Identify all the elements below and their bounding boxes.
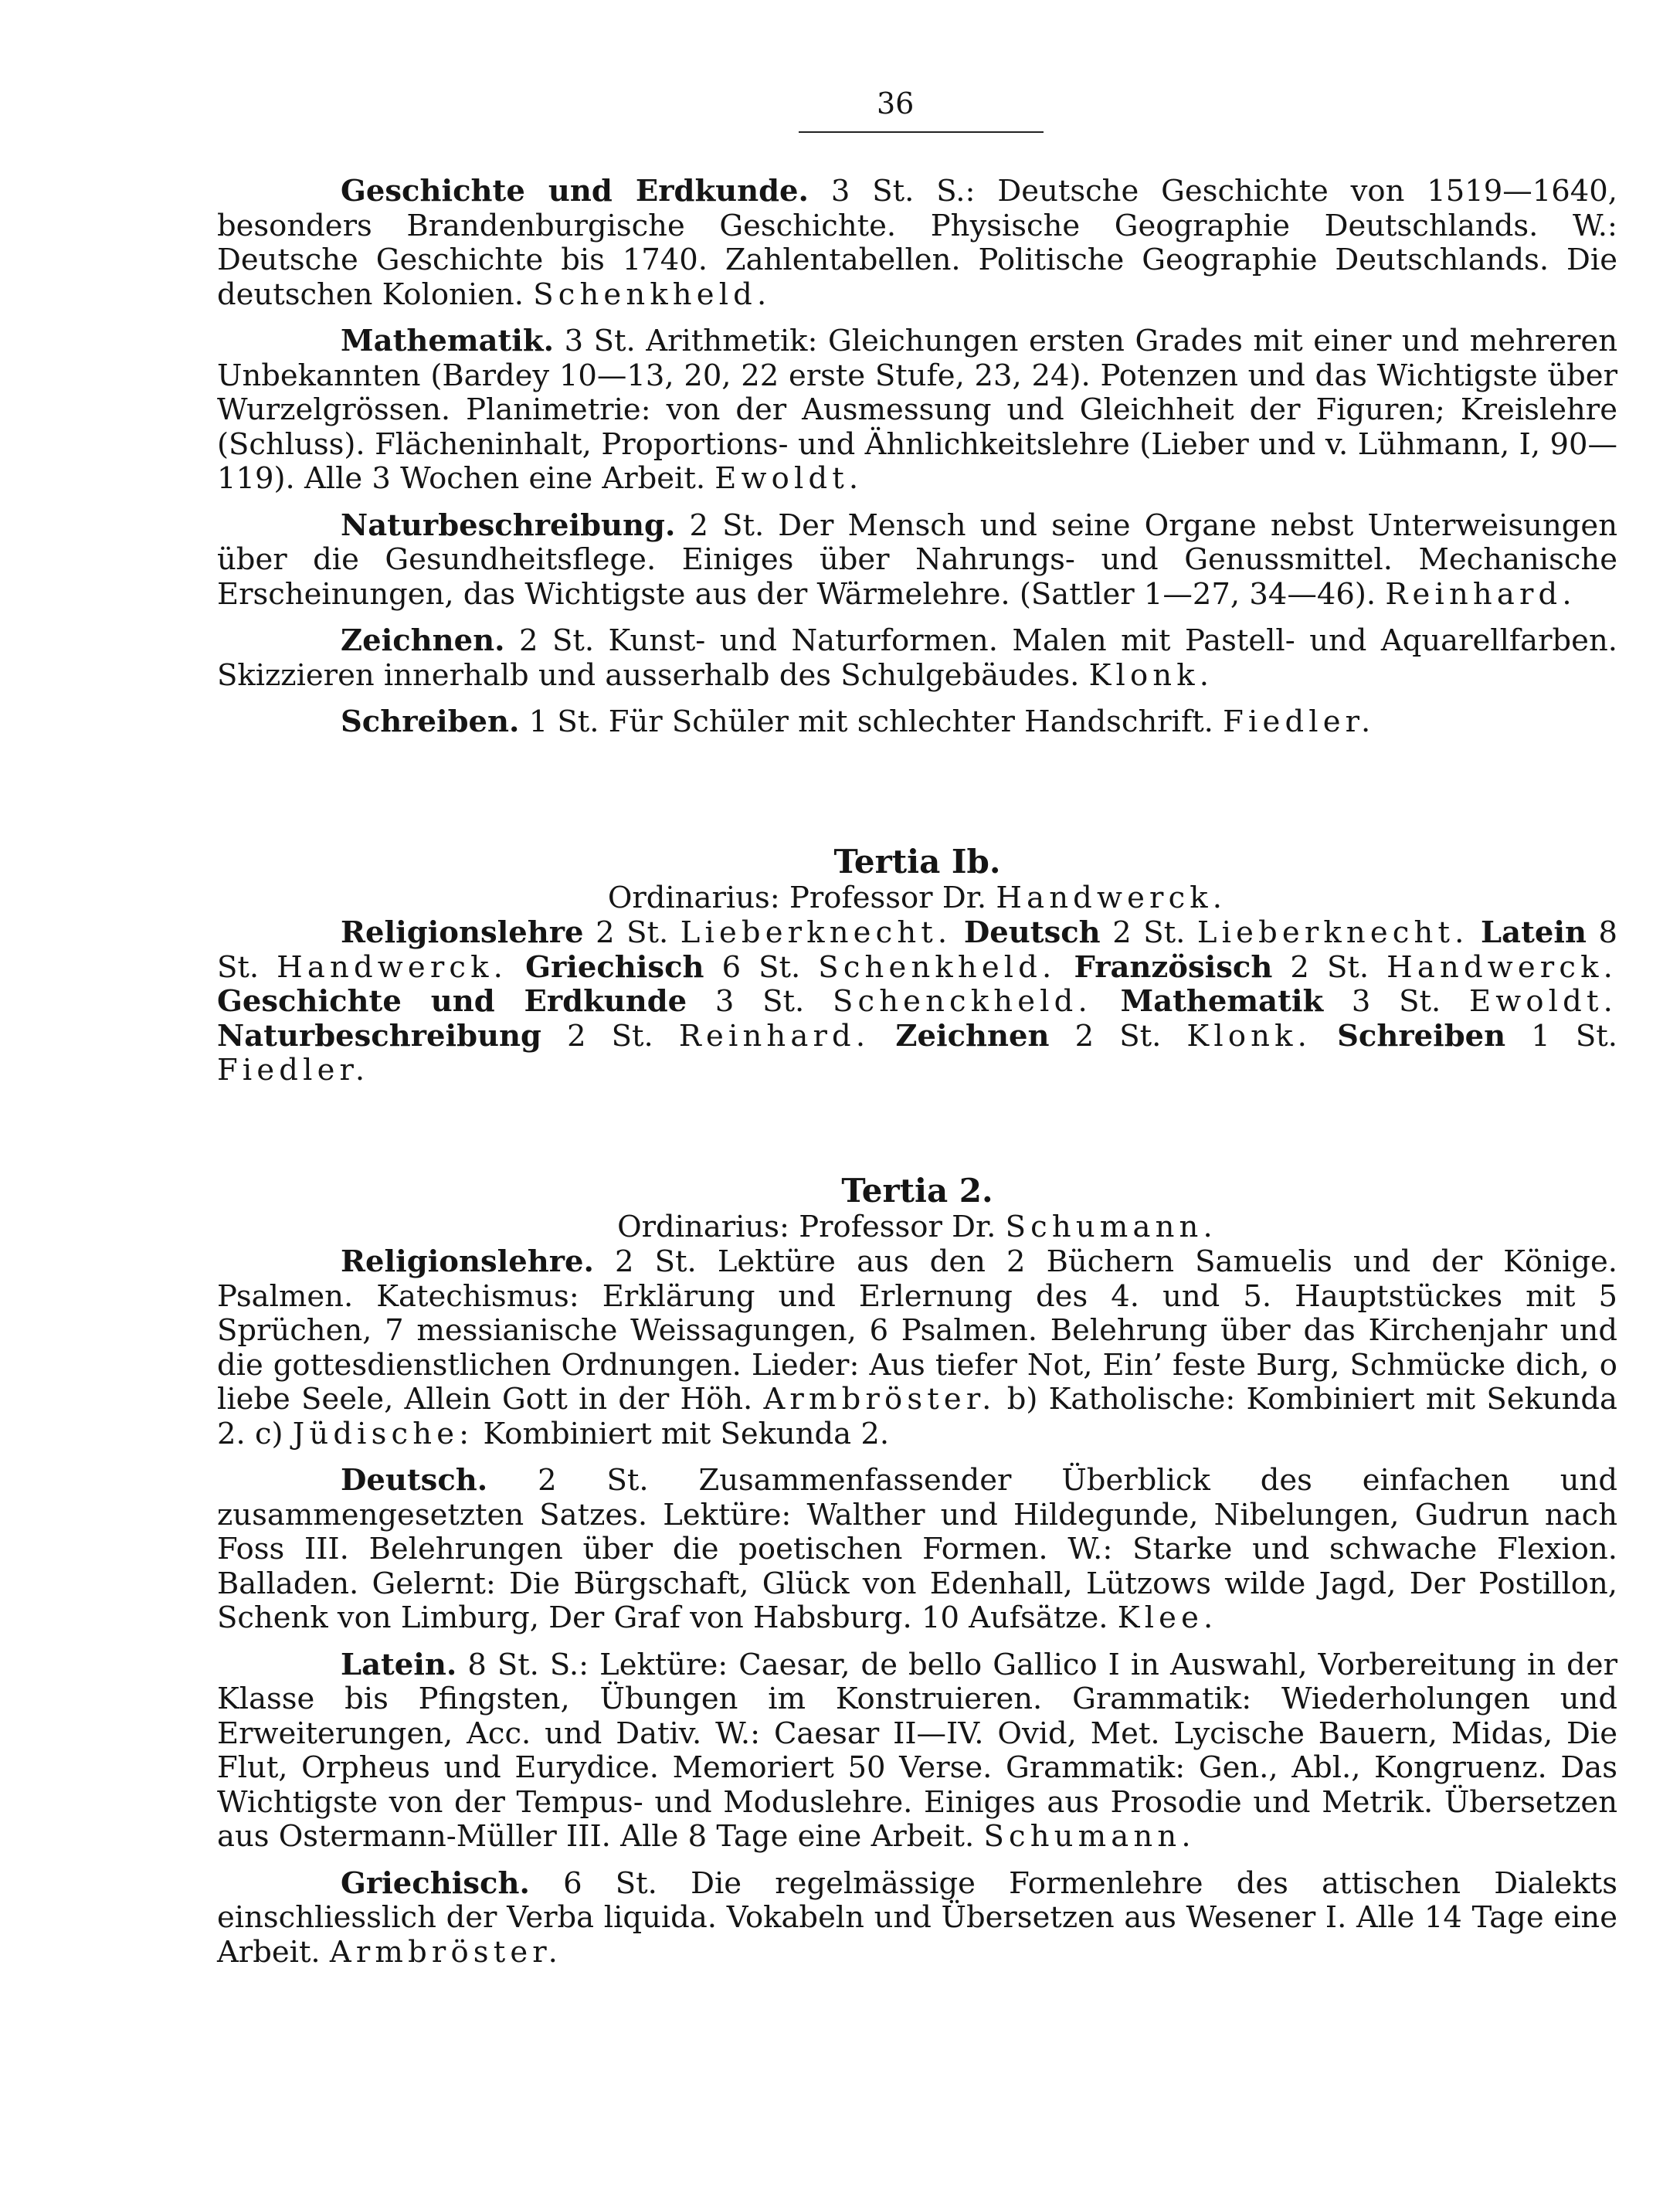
previous-class-block	[217, 175, 1617, 740]
teacher-name: Klonk.	[1088, 657, 1214, 693]
subject-heading: Geschichte und Erdkunde	[217, 984, 687, 1019]
subject-heading: Naturbeschreibung	[217, 1018, 541, 1054]
subject-heading: Naturbeschreibung.	[341, 507, 676, 543]
subject-heading: Griechisch	[525, 949, 704, 985]
teacher-name: Armbröster.	[763, 1382, 996, 1417]
ordinarius-label: Ordinarius: Professor Dr.	[607, 881, 996, 915]
paragraph-text: 2 St. Kunst- und Naturformen. Malen mit Pastell- und Aquarellfarben. Skizzieren innerhalb und ausserhalb des Schulgebäudes.	[217, 623, 1617, 693]
teacher-name: Schumann.	[983, 1819, 1196, 1854]
hours: 2 St.	[1049, 1018, 1187, 1054]
ordinarius-label: Ordinarius: Professor Dr.	[617, 1210, 1006, 1244]
paragraph-text: 6 St. Die regelmässige Formenlehre des attischen Dialekts einschliesslich der Verba liquida. Vokabeln und Übersetzen aus Wesener I. Alle 14 Tage eine Arbeit.	[217, 1865, 1617, 1970]
subheading-juedische: Jüdische:	[292, 1416, 474, 1451]
subject-heading: Religionslehre	[341, 915, 584, 950]
subject-heading: Mathematik.	[341, 324, 555, 358]
subject-heading: Latein.	[341, 1647, 457, 1682]
hours: 3 St.	[1323, 984, 1469, 1019]
subject-heading: Zeichnen.	[341, 623, 505, 658]
paragraph-text: 1 St. Für Schüler mit schlechter Handschrift.	[519, 704, 1224, 739]
tertia-2-section	[217, 1173, 1617, 1970]
paragraph-griechisch	[217, 1867, 1617, 1970]
teacher-name: Fiedler.	[1223, 704, 1376, 739]
hours: 2 St.	[541, 1018, 679, 1054]
hours: 1 St.	[1505, 1018, 1617, 1054]
ordinarius-line	[217, 881, 1617, 916]
page-number-rule	[799, 131, 1044, 133]
paragraph-text: 2 St. Zusammenfassender Überblick des einfachen und zusammengesetzten Satzes. Lektüre: Walther und Hildegunde, Nibelungen, Gudrun nach Foss III. Belehrungen über die poetischen Formen. W.: Starke und schwache Flexion. Balladen. Gelernt: Die Bürgschaft, Glück von Edenhall, Lützows wilde Jagd, Der Postillon, Schenk von Limburg, Der Graf von Habsburg. 10 Aufsätze.	[217, 1463, 1617, 1635]
paragraph-geschichte	[217, 175, 1617, 312]
teacher-name: Klonk.	[1186, 1018, 1312, 1054]
section-title: Tertia 2.	[841, 1172, 993, 1210]
hours: 8 St.	[217, 915, 1618, 985]
teacher-name: Handwerck.	[277, 949, 507, 985]
paragraph-mathematik	[217, 324, 1617, 497]
subject-list	[217, 916, 1617, 1088]
teacher-name: Reinhard.	[678, 1018, 871, 1054]
ordinarius-name: Handwerck.	[996, 881, 1227, 915]
paragraph-text: Kombiniert mit Sekunda 2.	[473, 1416, 890, 1451]
subject-heading: Deutsch.	[341, 1463, 488, 1498]
teacher-name: Reinhard.	[1385, 576, 1576, 612]
paragraph-naturbeschreibung	[217, 509, 1617, 613]
tertia-1b-section	[217, 843, 1617, 1088]
subject-heading: Mathematik	[1120, 984, 1324, 1019]
subject-heading: Französisch	[1074, 949, 1273, 985]
teacher-name: Ewoldt.	[1468, 984, 1617, 1019]
teacher-name: Schenkheld.	[818, 949, 1057, 985]
subject-heading: Latein	[1481, 915, 1587, 950]
teacher-name: Handwerck.	[1386, 949, 1617, 985]
teacher-name: Lieberknecht.	[1196, 915, 1469, 950]
subject-heading: Religionslehre.	[341, 1244, 594, 1279]
subject-heading: Schreiben.	[341, 704, 520, 739]
paragraph-text: 2 St. Der Mensch und seine Organe nebst Unterweisungen über die Gesundheitsflege. Einiges über Nahrungs- und Genussmittel. Mechanische Erscheinungen, das Wichtigste aus der Wärmelehre. (Sattler 1—27, 34—46).	[217, 507, 1617, 612]
ordinarius-line	[217, 1210, 1617, 1245]
ordinarius-name: Schumann.	[1005, 1210, 1217, 1244]
paragraph-zeichnen	[217, 624, 1617, 693]
subject-heading: Deutsch	[963, 915, 1101, 950]
paragraph-schreiben	[217, 705, 1617, 740]
subject-heading: Schreiben	[1337, 1018, 1506, 1054]
paragraph-text: b) Katholische: Kombiniert mit Sekunda 2. c)	[217, 1382, 1617, 1451]
page-number: 36	[877, 87, 915, 120]
teacher-name: Klee.	[1117, 1600, 1218, 1635]
subject-heading: Griechisch.	[341, 1865, 530, 1901]
hours: 2 St.	[1100, 915, 1197, 950]
paragraph-text: 8 St. S.: Lektüre: Caesar, de bello Gallico I in Auswahl, Vorbereitung in der Klasse bis Pfingsten, Übungen im Konstruieren. Grammatik: Wiederholungen und Erweiterungen, Acc. und Dativ. W.: Caesar II—IV. Ovid, Met. Lycische Bauern, Midas, Die Flut, Orpheus und Eurydice. Memoriert 50 Verse. Grammatik: Gen., Abl., Kongruenz. Das Wichtigste von der Tempus- und Moduslehre. Einiges aus Prosodie und Metrik. Übersetzen aus Ostermann-Müller III. Alle 8 Tage eine Arbeit.	[217, 1647, 1617, 1854]
paragraph-latein	[217, 1648, 1617, 1855]
hours: 3 St.	[687, 984, 833, 1019]
section-title: Tertia Ib.	[833, 843, 1001, 881]
hours: 6 St.	[704, 949, 819, 985]
subject-heading: Zeichnen	[895, 1018, 1050, 1054]
paragraph-text: 2 St. Lektüre aus den 2 Büchern Samuelis und der Könige. Psalmen. Katechismus: Erklärung und Erlernung des 4. und 5. Hauptstückes mit 5 Sprüchen, 7 messianische Weissagungen, 6 Psalmen. Belehrung über das Kirchenjahr und die gottesdienstlichen Ordnungen. Lieder: Aus tiefer Not, Ein’ feste Burg, Schmücke dich, o liebe Seele, Allein Gott in der Höh.	[217, 1244, 1617, 1417]
teacher-name: Armbröster.	[329, 1934, 563, 1970]
teacher-name: Schenkheld.	[533, 277, 772, 312]
paragraph-deutsch	[217, 1464, 1617, 1636]
teacher-name: Lieberknecht.	[680, 915, 952, 950]
paragraph-text: 3 St. Arithmetik: Gleichungen ersten Grades mit einer und mehreren Unbekannten (Bardey 10—13, 20, 22 erste Stufe, 23, 24). Potenzen und das Wichtigste über Wurzelgrössen. Planimetrie: von der Ausmessung und Gleichheit der Figuren; Kreislehre (Schluss). Flächeninhalt, Proportions- und Ähnlichkeitslehre (Lieber und v. Lühmann, I, 90—119). Alle 3 Wochen eine Arbeit.	[217, 324, 1617, 496]
paragraph-text: 3 St. S.: Deutsche Geschichte von 1519—1640, besonders Brandenburgische Geschichte. Physische Geographie Deutschlands. W.: Deutsche Geschichte bis 1740. Zahlentabellen. Politische Geographie Deutschlands. Die deutschen Kolonien.	[217, 174, 1618, 312]
teacher-name: Fiedler.	[217, 1053, 370, 1088]
paragraph-religionslehre	[217, 1245, 1617, 1451]
hours: 2 St.	[583, 915, 680, 950]
teacher-name: Schenckheld.	[832, 984, 1092, 1019]
subject-heading: Geschichte und Erdkunde.	[341, 174, 809, 209]
teacher-name: Ewoldt.	[714, 461, 864, 496]
hours: 2 St.	[1272, 949, 1387, 985]
